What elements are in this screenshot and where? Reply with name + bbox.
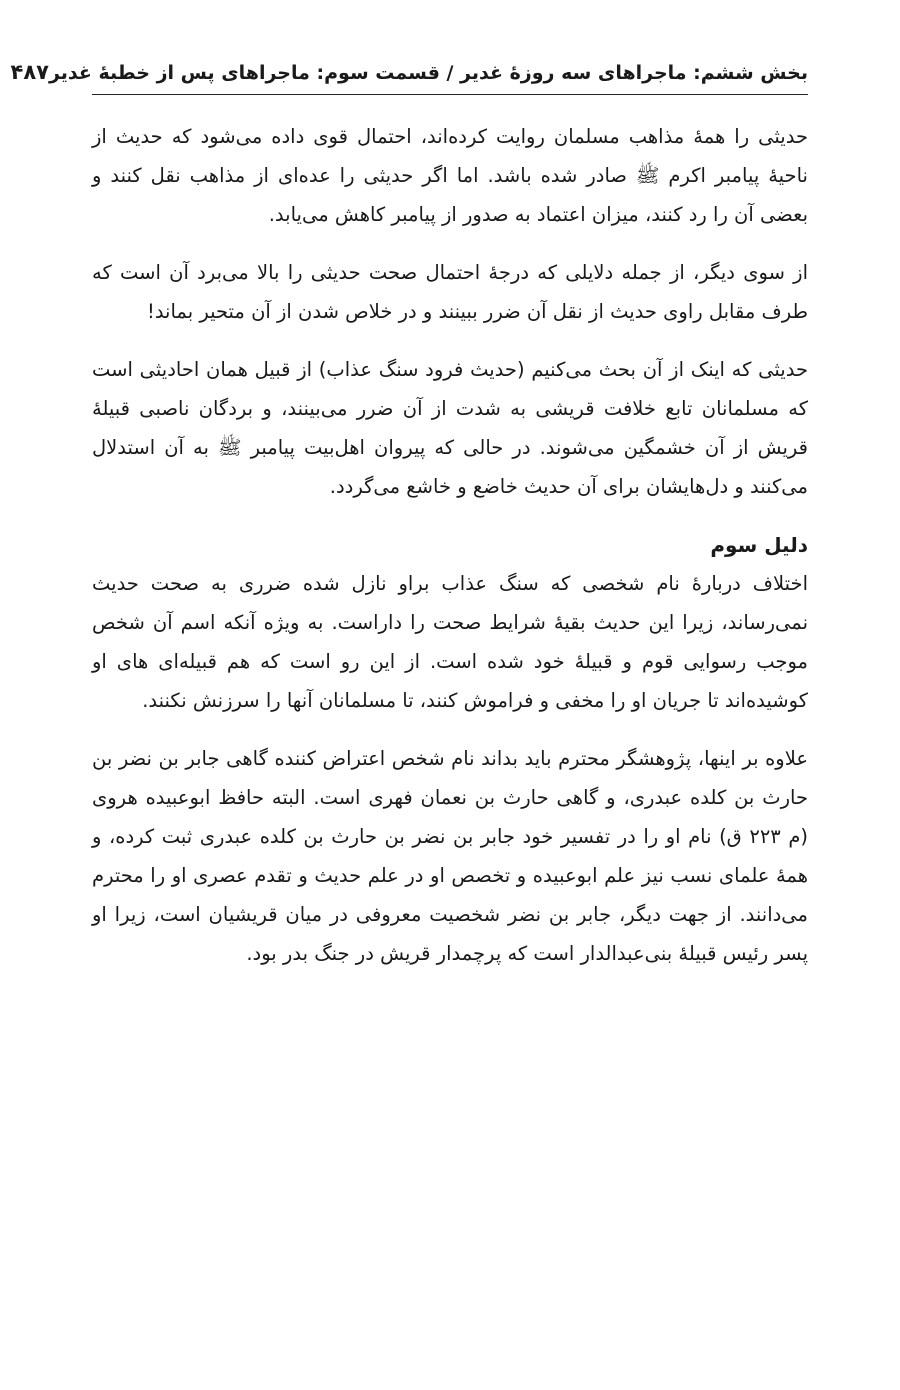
paragraph-2: از سوی دیگر، از جمله دلایلی که درجهٔ احتمال صحت حدیثی را بالا می‌برد آن است که طرف مقابل راوی حدیث از نقل آن ضرر ببینند و در خلاص شدن از آن متحیر بماند! <box>92 261 808 323</box>
book-page <box>10 60 808 1350</box>
paragraph-1: حدیثی را همهٔ مذاهب مسلمان روایت کرده‌اند، احتمال قوی داده می‌شود که حدیث از ناحیهٔ پیامبر اکرم ﷺ صادر شده باشد. اما اگر حدیثی را عده‌ای از مذاهب نقل کنند و بعضی آن را رد کنند، میزان اعتماد به صدور از پیامبر کاهش می‌یابد. <box>92 125 808 226</box>
page-content <box>92 117 808 973</box>
paragraph-3: حدیثی که اینک از آن بحث می‌کنیم (حدیث فرود سنگ عذاب) از قبیل همان احادیثی است که مسلمانان تابع خلافت قریشی به شدت از آن ضرر می‌بینند، و بردگان ناصبی قبیلهٔ قریش از آن خشمگین می‌شوند. در حالی که پیروان اهل‌بیت پیامبر ﷺ به آن استدلال می‌کنند و دل‌هایشان برای آن حدیث خاضع و خاشع می‌گردد. <box>92 358 808 498</box>
section-heading: دلیل سوم <box>710 533 808 557</box>
paragraph-4: اختلاف دربارهٔ نام شخصی که سنگ عذاب براو نازل شده ضرری به صحت حدیث نمی‌رساند، زیرا این حدیث بقیهٔ شرایط صحت را داراست. به ویژه آنکه اسم آن شخص موجب رسوایی قوم و قبیلهٔ خود شده است. از این رو است که هم قبیله‌ای های او کوشیده‌اند تا جریان او را مخفی و فراموش کنند، تا مسلمانان آنها را سرزنش نکنند. <box>92 572 808 712</box>
running-header <box>10 60 808 95</box>
paragraph-5: علاوه بر اینها، پژوهشگر محترم باید بداند نام شخص اعتراض کننده گاهی جابر بن نضر بن حارث بن کلده عبدری، و گاهی حارث بن نعمان فهری است. البته حافظ ابوعبیده هروی (م ۲۲۳ ق) نام او را در تفسیر خود جابر بن نضر بن حارث بن کلده عبدری ثبت کرده، و همهٔ علمای نسب نیز علم ابوعبیده و تخصص او در علم حدیث و تقدم عصری او را محترم می‌دانند. از جهت دیگر، جابر بن نضر شخصیت معروفی در میان قریشیان است، زیرا او پسر رئیس قبیلهٔ بنی‌عبدالدار است که پرچمدار قریش در جنگ بدر بود. <box>92 747 808 965</box>
page-number: ۴۸۷ <box>10 60 49 84</box>
header-title: بخش ششم: ماجراهای سه روزهٔ غدیر / قسمت سوم: ماجراهای پس از خطبهٔ غدیر <box>48 62 808 84</box>
